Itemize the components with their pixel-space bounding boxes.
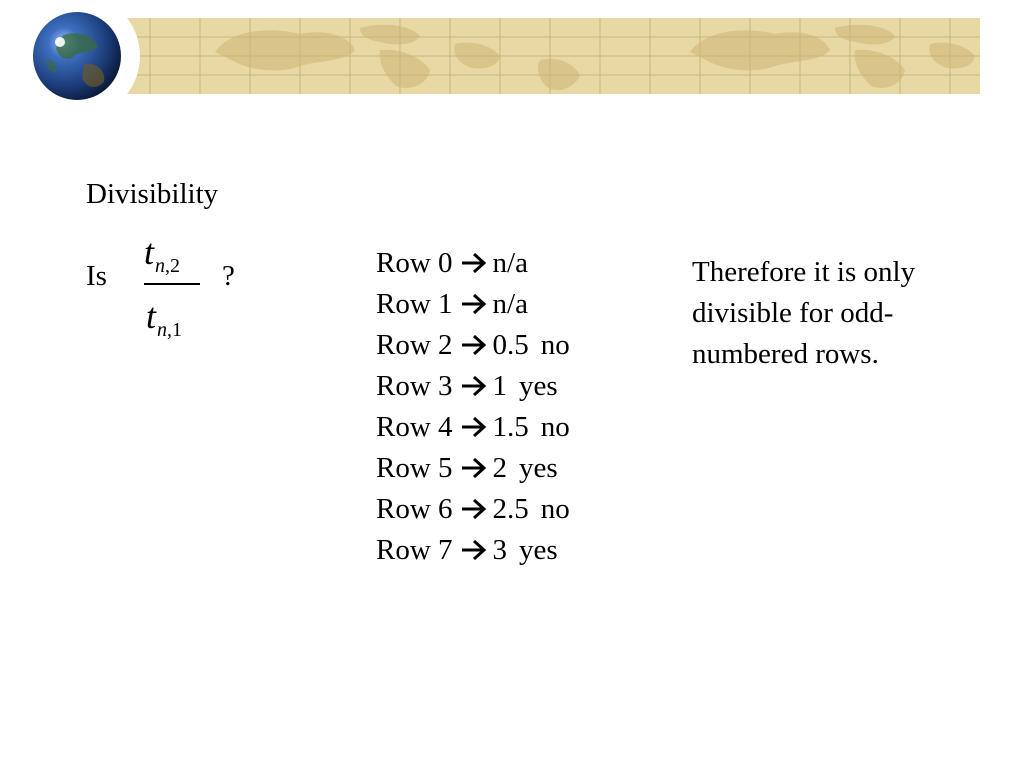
row-item xyxy=(376,325,570,366)
row-label: Row 4 xyxy=(376,411,453,443)
row-value: 3 xyxy=(492,534,508,566)
right-arrow-icon xyxy=(461,539,487,561)
question-mark: ? xyxy=(222,260,235,292)
fraction-numerator xyxy=(144,232,181,277)
fraction xyxy=(140,228,204,340)
row-item xyxy=(376,407,570,448)
row-value: 2.5 xyxy=(492,493,529,525)
right-arrow-icon xyxy=(461,457,487,479)
row-label: Row 1 xyxy=(376,288,453,320)
row-item xyxy=(376,366,570,407)
row-label: Row 3 xyxy=(376,370,453,402)
world-map-icon xyxy=(0,0,1024,110)
conclusion-text: Therefore it is only divisible for odd-numbered rows. xyxy=(692,256,916,370)
row-value: n/a xyxy=(492,247,528,279)
numerator-subscript-rest: ,2 xyxy=(165,255,181,277)
fraction-denominator xyxy=(146,296,183,341)
right-arrow-icon xyxy=(461,375,487,397)
row-verdict: no xyxy=(540,411,570,443)
denominator-subscript-var: n xyxy=(157,319,168,341)
right-arrow-icon xyxy=(461,293,487,315)
row-item xyxy=(376,530,570,571)
row-verdict: yes xyxy=(519,370,558,402)
denominator-subscript xyxy=(157,319,182,341)
row-value: 2 xyxy=(492,452,508,484)
slide-title: Divisibility xyxy=(86,178,219,210)
row-label: Row 0 xyxy=(376,247,453,279)
numerator-subscript-var: n xyxy=(155,255,166,277)
row-verdict: no xyxy=(540,329,570,361)
right-arrow-icon xyxy=(461,334,487,356)
globe-icon xyxy=(33,12,121,100)
right-arrow-icon xyxy=(461,252,487,274)
denominator-subscript-rest: ,1 xyxy=(167,319,183,341)
row-verdict: no xyxy=(540,493,570,525)
row-item xyxy=(376,243,570,284)
row-verdict: yes xyxy=(519,452,558,484)
row-label: Row 2 xyxy=(376,329,453,361)
row-value: 0.5 xyxy=(492,329,529,361)
numerator-subscript xyxy=(155,255,180,277)
fraction-bar xyxy=(144,283,200,285)
row-item xyxy=(376,284,570,325)
denominator-symbol: t xyxy=(146,296,157,336)
row-value: 1 xyxy=(492,370,508,402)
row-item xyxy=(376,489,570,530)
row-value: n/a xyxy=(492,288,528,320)
row-list xyxy=(376,243,570,571)
numerator-symbol: t xyxy=(144,232,155,272)
row-verdict: yes xyxy=(519,534,558,566)
row-label: Row 5 xyxy=(376,452,453,484)
right-arrow-icon xyxy=(461,416,487,438)
row-label: Row 6 xyxy=(376,493,453,525)
row-item xyxy=(376,448,570,489)
question-prefix: Is xyxy=(86,260,107,292)
header-banner xyxy=(0,0,1024,110)
right-arrow-icon xyxy=(461,498,487,520)
row-label: Row 7 xyxy=(376,534,453,566)
row-value: 1.5 xyxy=(492,411,529,443)
